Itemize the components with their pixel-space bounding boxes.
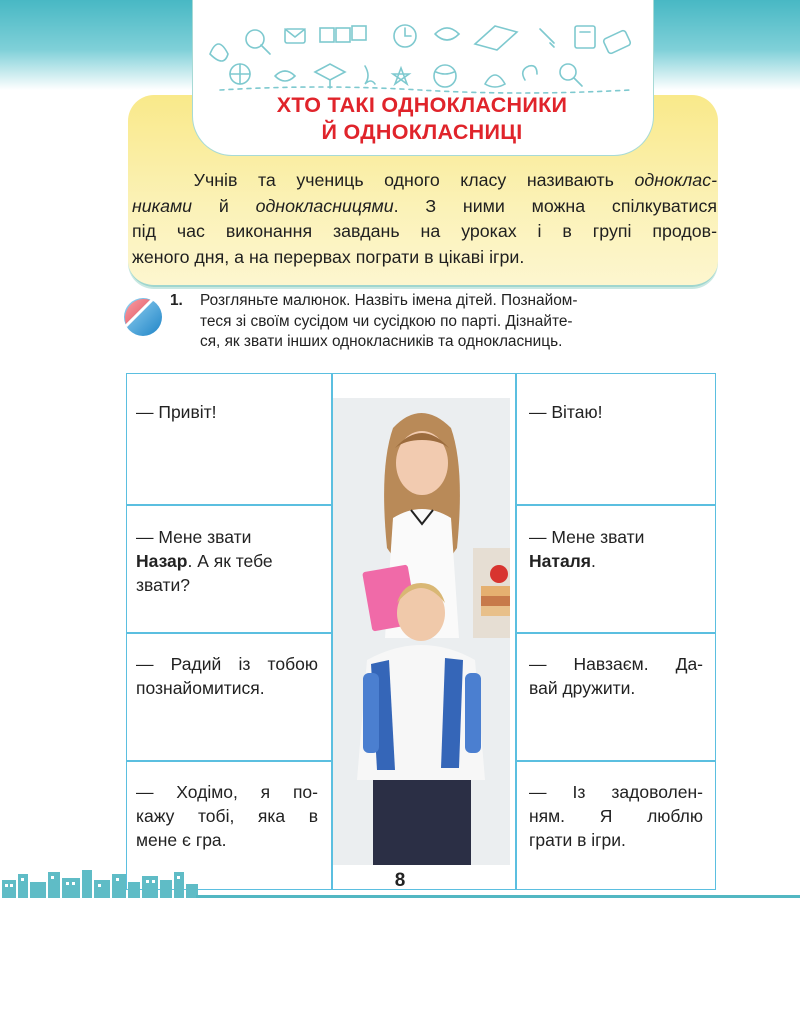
dialog-line: [529, 549, 705, 573]
dialog-line: — Із задоволен-: [529, 782, 703, 802]
school-doodles-decoration: [200, 14, 650, 94]
intro-term: однoклас-: [634, 170, 718, 190]
task-line-3: ся, як звати інших однокласників та однокласниць.: [200, 333, 563, 350]
table-divider: [127, 504, 331, 506]
dialog-left-2: [136, 525, 316, 597]
dialog-line: — Вітаю!: [529, 402, 603, 422]
city-skyline-decoration: [0, 868, 200, 898]
dialog-left-1: [136, 400, 316, 424]
children-photo: [333, 398, 510, 865]
dialog-line: [136, 549, 316, 573]
dialog-line: кажу тобі, яка в: [136, 806, 318, 826]
intro-line-4: женого дня, а на перервах пограти в цікаві ігри.: [132, 246, 525, 267]
children-illustration: [333, 398, 510, 865]
dialog-right-2: [529, 525, 705, 573]
dialog-text: . А як тебе: [187, 551, 273, 571]
dialog-line: грати в ігри.: [529, 830, 626, 850]
dialog-line: — Мене звати: [136, 527, 252, 547]
dialog-line: мене є гра.: [136, 830, 227, 850]
task-line-2: теся зі своїм сусідом чи сусідкою по парті. Дізнайте-: [200, 312, 573, 330]
intro-paragraph: [132, 168, 717, 270]
name-nazar: Назар: [136, 551, 188, 571]
title-line-1: ХТО ТАКІ ОДНОКЛАСНИКИ: [276, 93, 568, 117]
dialog-right-4: [529, 780, 703, 852]
footer-rule: [196, 895, 800, 898]
table-divider: [127, 632, 331, 634]
dialog-left-4: [136, 780, 318, 852]
intro-text: Учнів та учениць одного класу називають: [193, 170, 635, 190]
dialog-line: познайомитися.: [136, 678, 265, 698]
dialog-line: вай дружити.: [529, 678, 636, 698]
dialog-line: звати?: [136, 575, 190, 595]
dialog-line: — Привіт!: [136, 402, 217, 422]
table-divider: [515, 504, 715, 506]
dialog-right-3: [529, 652, 703, 700]
dialog-line: — Навзаєм. Да-: [529, 654, 703, 674]
table-divider: [515, 760, 715, 762]
page-number: 8: [394, 870, 406, 891]
dialog-text: .: [591, 551, 596, 571]
dialog-line: ням. Я люблю: [529, 806, 703, 826]
task-1: [170, 291, 716, 353]
intro-text: й: [192, 195, 256, 216]
intro-line-1: [132, 168, 717, 194]
title-line-2: Й ОДНОКЛАСНИЦІ: [321, 120, 523, 144]
dialog-right-1: [529, 400, 705, 424]
task-number: 1.: [170, 292, 183, 309]
intro-text: . З ними можна спілкуватися: [393, 195, 717, 216]
dialog-line: — Радий із тобою: [136, 654, 318, 674]
intro-term: однокласницями: [255, 195, 394, 216]
page-title: [192, 92, 652, 146]
intro-line-2: [132, 194, 717, 220]
dialog-left-3: [136, 652, 318, 700]
dialog-line: — Ходімо, я по-: [136, 782, 318, 802]
table-divider: [515, 632, 715, 634]
intro-line-3: під час виконання завдань на уроках і в групі продов-: [132, 221, 717, 241]
table-divider: [127, 760, 331, 762]
task-text: [200, 291, 716, 353]
name-natalia: Наталя: [529, 551, 592, 571]
pencil-task-icon: [122, 296, 164, 338]
intro-term: никами: [132, 195, 193, 216]
task-line-1: Розгляньте малюнок. Назвіть імена дітей. Познайом-: [200, 292, 578, 309]
dialog-line: — Мене звати: [529, 527, 645, 547]
